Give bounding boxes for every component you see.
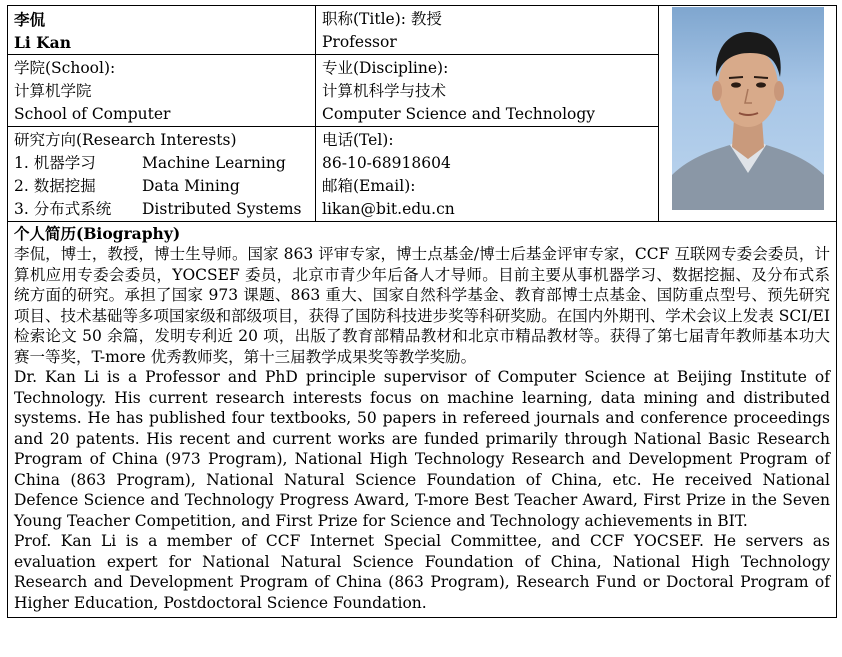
biography-heading: 个人简历(Biography): [14, 224, 181, 243]
biography-body: [14, 244, 830, 613]
discipline-value-en: Computer Science and Technology: [322, 105, 596, 123]
school-value-en: School of Computer: [14, 105, 171, 123]
title-cell: [316, 6, 659, 55]
biography-zh: 李侃，博士，教授，博士生导师。国家 863 评审专家，博士点基金/博士后基金评审专家，CCF 互联网专委会委员，计算机应用专委会委员，YOCSEF 委员，北京市青少年后备人才导师。目前主要从事机器学习、数据挖掘、及分布式系统方面的研究。承担了国家 973 课题、863 重大、国家自然科学基金、教育部博士点基金、国防重点型号、预先研究项目、技术基础等多项国家级和部级项目，获得了国防科技进步奖等科研奖励。在国内外期刊、学术会议上发表 SCI/EI 检索论文 50 余篇，发明专利近 20 项，出版了教育部精品教材和北京市精品教材等。获得了第七届青年教师基本功大赛一等奖，T-more 优秀教师奖，第十三届教学成果奖等教学奖励。: [14, 245, 830, 366]
tel-label: 电话(Tel):: [322, 131, 394, 149]
name-zh: 李侃: [14, 10, 46, 29]
research-item-en: Distributed Systems: [142, 200, 302, 218]
photo-cell: [659, 6, 837, 222]
profile-table: [7, 5, 837, 618]
school-cell: [8, 55, 316, 127]
title-value: Professor: [322, 33, 397, 51]
research-label: 研究方向(Research Interests): [14, 131, 237, 149]
school-value-zh: 计算机学院: [14, 82, 92, 100]
biography-cell: [8, 222, 837, 618]
profile-page: [7, 5, 836, 655]
portrait-photo-icon: [672, 7, 824, 210]
name-en: Li Kan: [14, 33, 71, 52]
research-cell: [8, 127, 316, 222]
discipline-label: 专业(Discipline):: [322, 59, 449, 77]
name-cell: [8, 6, 316, 55]
biography-en-2: Prof. Kan Li is a member of CCF Internet Special Committee, and CCF YOCSEF. He servers as evaluation expert for National Natural Science Foundation of China, National High Technology Research and Development Program of China (863 Program), Research Fund or Doctoral Program of Higher Education, Postdoctoral Science Foundation.: [14, 532, 830, 612]
research-item-en: Data Mining: [142, 177, 240, 195]
title-label: 职称(Title): 教授: [322, 10, 442, 28]
portrait-photo: [672, 7, 824, 210]
tel-value: 86-10-68918604: [322, 154, 451, 172]
research-item-zh: 2. 数据挖掘: [14, 177, 96, 195]
research-item: [14, 198, 311, 221]
research-item: [14, 152, 311, 175]
research-item-en: Machine Learning: [142, 154, 286, 172]
research-item-zh: 3. 分布式系统: [14, 200, 112, 218]
contact-cell: [316, 127, 659, 222]
discipline-cell: [316, 55, 659, 127]
email-label: 邮箱(Email):: [322, 177, 416, 195]
school-label: 学院(School):: [14, 59, 116, 77]
biography-en-1: Dr. Kan Li is a Professor and PhD principle supervisor of Computer Science at Beijing Institute of Technology. His current research interests focus on machine learning, data mining and distributed systems. He has published four textbooks, 50 papers in refereed journals and conference proceedings and 20 patents. His recent and current works are funded primarily through National Basic Research Program of China (973 Program), National High Technology Research and Development Program of China (863 Program), National Natural Science Foundation of China, etc. He received National Defence Science and Technology Progress Award, T-more Best Teacher Award, First Prize in the Seven Young Teacher Competition, and First Prize for Science and Technology achievements in BIT.: [14, 368, 830, 530]
discipline-value-zh: 计算机科学与技术: [322, 82, 447, 100]
email-value[interactable]: likan@bit.edu.cn: [322, 200, 455, 218]
research-item: [14, 175, 311, 198]
research-item-zh: 1. 机器学习: [14, 154, 96, 172]
